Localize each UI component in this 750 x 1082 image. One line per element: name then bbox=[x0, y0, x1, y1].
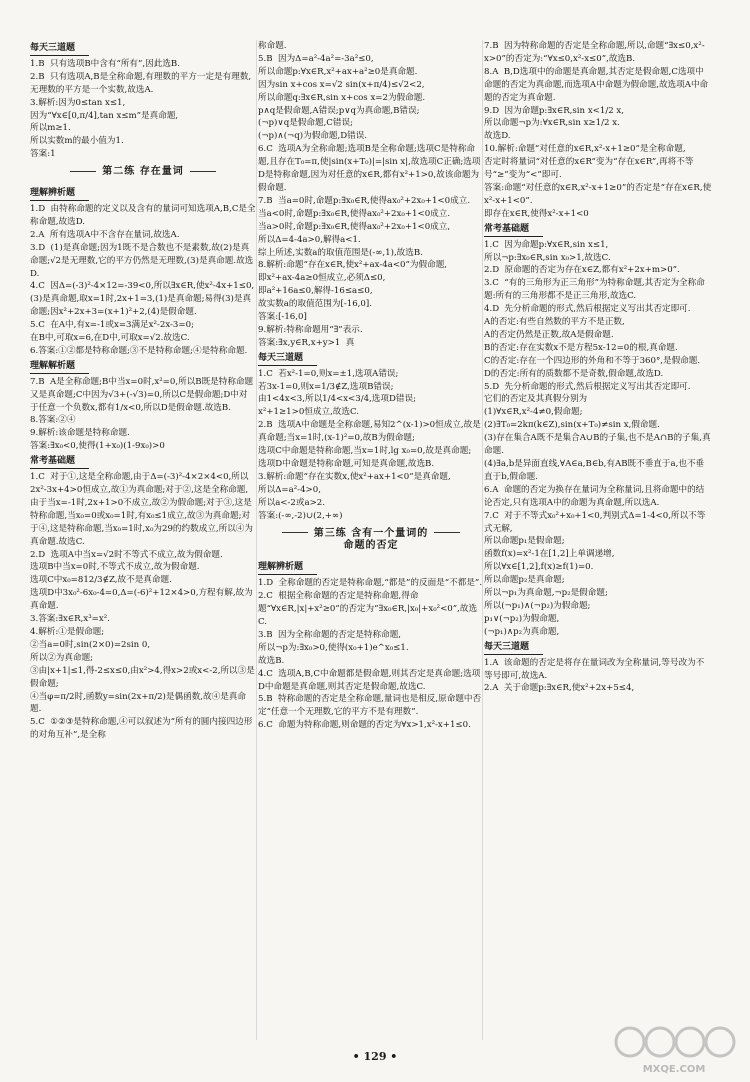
answer-line: 7.B 因为特称命题的否定是全称命题,所以,命题“∃x≤0,x²-x>0”的否定为:“∀x≤0,x²-x≤0”,故选B. bbox=[484, 41, 705, 64]
answer-line: ③由|x+1|≤1,得-2≤x≤0,由x²>4,得x>2或x<-2,所以③是假命题; bbox=[30, 665, 255, 689]
answer-line: 选项B中当x=0时,不等式不成立,故为假命题. bbox=[30, 562, 200, 573]
column-right bbox=[484, 40, 712, 1045]
answer-line: 所以命题p₁是假命题; bbox=[484, 536, 565, 547]
answer-line: 故选D. bbox=[484, 131, 511, 142]
answer-line: 所以实数m的最小值为1. bbox=[30, 136, 124, 147]
answer-line: 所以②为真命题; bbox=[30, 652, 94, 663]
answer-line: 答案:∃x,y∈R,x+y>1 真 bbox=[258, 337, 355, 348]
section-heading: 每天三道题 bbox=[30, 42, 89, 56]
answer-line: x²+1≥1>0恒成立,故选C. bbox=[258, 407, 359, 418]
answer-line: 称命题. bbox=[258, 41, 287, 51]
column-divider bbox=[256, 40, 257, 1040]
answer-line: 5.B 因为Δ=a²-4a²=-3a²≤0, bbox=[258, 53, 374, 64]
answer-list bbox=[30, 376, 256, 453]
answer-line: (1)∀x∈R,x²-4≠0,假命题; bbox=[484, 407, 583, 418]
section-heading: 常考基础题 bbox=[30, 455, 89, 469]
answer-line: A的否定:有些自然数的平方不是正数, bbox=[484, 317, 625, 328]
answer-line: 1.A 该命题的否定是将存在量词改为全称量词,等号改为不等号即可,故选A. bbox=[484, 657, 705, 681]
answer-line: 综上所述,实数a的取值范围是(-∞,1),故选B. bbox=[258, 247, 423, 258]
answer-line: 2.D 原命题的否定为存在x∈Z,都有x²+2x+m>0”. bbox=[484, 265, 680, 276]
answer-line: 4.解析:①是假命题; bbox=[30, 626, 105, 637]
answer-line: p∧q是假命题,A错误;p∨q为真命题,B错误; bbox=[258, 105, 420, 116]
chapter-title-text: 第三练 含有一个量词的 bbox=[313, 527, 429, 539]
answer-line: 所以¬p为:∃x₀>0,使得(x₀+1)e^x₀≤1. bbox=[258, 642, 409, 653]
answer-line: 答案:(-∞,-2)∪(2,+∞) bbox=[258, 510, 343, 521]
answer-line: 即x²+ax-4a≥0恒成立,必须Δ≤0, bbox=[258, 273, 386, 284]
answer-list bbox=[30, 471, 256, 742]
answer-line: 所以Δ=4-4a>0,解得a<1. bbox=[258, 234, 361, 245]
answer-line: (4)∃a,b是异面直线,∀A∈a,B∈b,有AB既不垂直于a,也不垂直于b,假命题. bbox=[484, 459, 705, 482]
answer-line: 9.解析:该命题是特称命题. bbox=[30, 428, 130, 439]
answer-line: 选项C中命题是特称命题,当x=1时,lg x₀=0,故是真命题; bbox=[258, 446, 472, 457]
answer-line: 否定时将量词“对任意的x∈R”变为“存在x∈R”,再将不等号“≥”变为“<”即可. bbox=[484, 157, 694, 181]
answer-line: 即a²+16a≤0,解得-16≤a≤0, bbox=[258, 286, 373, 297]
answer-line: 选项D中3x₀²-6x₀-4=0,Δ=(-6)²+12×4>0,方程有解,故为真命题. bbox=[30, 588, 253, 612]
answer-line: 2.C 根据全称命题的否定是特称命题,得命题“∀x∈R,|x|+x²≥0”的否定为“∃x₀∈R,|x₀|+x₀²<0”,故选C. bbox=[258, 591, 478, 627]
answer-line: (¬p)∨q是假命题,C错误; bbox=[258, 118, 353, 129]
answer-line: 2.A 关于命题p:∃x∈R,使x²+2x+5≤4, bbox=[484, 683, 635, 694]
chapter-title bbox=[258, 528, 484, 554]
section-heading: 理解辨析题 bbox=[30, 187, 89, 201]
answer-line: 7.B A是全称命题;B中当x=0时,x²=0,所以B既是特称命题又是真命题;C中因为√3+(-√3)=0,所以C是假命题;D中对于任意一个负数x,都有1/x<0,所以D是假命题.故选B. bbox=[30, 376, 254, 413]
answer-line: 9.解析:特称命题用“∃”表示. bbox=[258, 324, 363, 335]
answer-line: 5.B 特称命题的否定是全称命题,量词也是相反,原命题中否定“任意一个无理数,它的平方不是有理数”. bbox=[258, 694, 482, 718]
answer-list bbox=[484, 657, 712, 696]
answer-line: 若3x-1=0,则x=1/3∉Z,选项B错误; bbox=[258, 381, 394, 392]
answer-line: 所以命题q:∃x∈R,sin x+cos x=2为假命题. bbox=[258, 92, 426, 103]
answer-line: 5.C 在A中,有x=-1或x=3满足x²-2x-3=0; bbox=[30, 320, 194, 331]
answer-line: 3.C “有的三角形为正三角形”为特称命题,其否定为全称命题:所有的三角形都不是正三角形,故选C. bbox=[484, 278, 705, 302]
answer-line: 10.解析:命题“对任意的x∈R,x²-x+1≥0”是全称命题, bbox=[484, 144, 686, 155]
watermark-ring-icon bbox=[676, 1028, 704, 1056]
answer-list bbox=[484, 239, 712, 639]
answer-line: 所以(¬p₁)∧(¬p₂)为假命题; bbox=[484, 600, 591, 611]
answer-line: 所以a<-2或a>2. bbox=[258, 497, 326, 508]
watermark-text: MXQE.COM bbox=[642, 1064, 706, 1075]
answer-line: 所以命题¬p为:∀x∈R,sin x≥1/2 x. bbox=[484, 118, 620, 129]
watermark-ring-icon bbox=[706, 1028, 734, 1056]
answer-line: 5.C ①②③是特称命题,④可以叙述为“所有的圆内接四边形的对角互补”,是全称 bbox=[30, 717, 253, 741]
answer-line: (¬p₁)∧p₂为真命题, bbox=[484, 626, 560, 637]
section-heading: 常考基础题 bbox=[484, 223, 543, 237]
answer-line: 所以命题p:∀x∈R,x²+ax+a²≥0是真命题. bbox=[258, 66, 418, 77]
answer-line: 6.A 命题的否定为换存在量词为全称量词,且将命题中的结论否定,只有选项A中的命题为真命题,所以选A. bbox=[484, 484, 705, 508]
column-middle bbox=[258, 40, 484, 1045]
answer-line: 2.B 只有选项A,B是全称命题,有理数的平方一定是有理数,无理数的平方是一个实数,故选A. bbox=[30, 71, 252, 95]
answer-line: 答案:1 bbox=[30, 149, 56, 160]
watermark-logo bbox=[610, 1020, 738, 1076]
answer-list bbox=[484, 40, 712, 221]
answer-line: 1.D 全称命题的否定是特称命题,“都是”的反面是“不都是”. bbox=[258, 578, 483, 589]
answer-line: A的否定仍然是正数,故A是假命题. bbox=[484, 329, 614, 340]
answer-list bbox=[30, 203, 256, 358]
answer-line: 所以¬p₁为真命题,¬p₂是假命题; bbox=[484, 588, 608, 599]
answer-line: 1.B 只有选项B中含有“所有”,因此选B. bbox=[30, 58, 180, 69]
answer-line: 8.A B,D选项中的命题是真命题,其否定是假命题,C选项中命题的否定为真命题,而选项A中命题为假命题,故选项A中命题的否定为真命题. bbox=[484, 66, 709, 103]
answer-line: ④当φ=π/2时,函数y=sin(2x+π/2)是偶函数,故④是真命题. bbox=[30, 691, 246, 715]
answer-line: 5.D 先分析命题的形式,然后根据定义写出其否定即可. bbox=[484, 381, 691, 392]
answer-line: 所以∀x∈[1,2],f(x)≥f(1)=0. bbox=[484, 562, 594, 573]
answer-line: 在B中,可取x=6,在D中,可取x=√2.故选C. bbox=[30, 333, 190, 344]
column-left bbox=[30, 40, 256, 1045]
answer-line: 函数f(x)=x²-1在[1,2]上单调递增, bbox=[484, 549, 615, 560]
answer-line: ②当a=0时,sin(2×0)=2sin 0, bbox=[30, 639, 151, 650]
answer-line: C的否定:存在一个四边形的外角和不等于360°,是假命题. bbox=[484, 355, 701, 366]
section-heading: 理解辨析题 bbox=[258, 561, 317, 575]
watermark-ring-icon bbox=[616, 1028, 644, 1056]
answer-list bbox=[258, 40, 484, 350]
section-heading: 理解解析题 bbox=[30, 360, 89, 374]
answer-line: 7.C 对于不等式x₀²+x₀+1<0,判别式Δ=1-4<0,所以不等式无解, bbox=[484, 510, 706, 534]
answer-line: 6.答案:①②都是特称命题;③不是特称命题;④是特称命题. bbox=[30, 345, 248, 356]
answer-line: 选项D中命题是特称命题,可知是真命题,故选B. bbox=[258, 459, 435, 469]
answer-line: 4.C 因Δ=(-3)²-4×12=-39<0,所以∃x∈R,使x²-4x+1≤0,(3)是真命题,取x=1时,2x+1=3,(1)是真命题;易得(3)是真命题;因x²+2x+3=(x+1)²+2,(4)是假命题. bbox=[30, 281, 255, 318]
chapter-title-text: 命题的否定 bbox=[343, 540, 399, 552]
answer-line: 3.解析:命题“存在实数x,使x²+ax+1<0”是真命题, bbox=[258, 471, 451, 482]
chapter-title bbox=[30, 166, 256, 179]
answer-list bbox=[258, 577, 484, 732]
page-number: • 129 • bbox=[352, 1050, 398, 1063]
answer-line: 9.D 因为命题p:∃x∈R,sin x<1/2 x, bbox=[484, 105, 625, 116]
answer-line: 答案:[-16,0] bbox=[258, 312, 307, 323]
answer-line: 3.D (1)是真命题;因为1既不是合数也不是素数,故(2)是真命题;√2是无理数,它的平方仍然是无理数,(3)是真命题.故选D. bbox=[30, 242, 254, 279]
answer-line: 选项C中x₀=812/3∉Z,故不是真命题. bbox=[30, 575, 172, 586]
answer-line: 3.解析:因为0≤tan x≤1, bbox=[30, 97, 126, 108]
answer-line: 它们的否定及其真假分别为 bbox=[484, 394, 588, 405]
answer-line: (3)存在集合A既不是集合A∪B的子集,也不是A∩B的子集,真命题. bbox=[484, 433, 711, 457]
answer-line: 7.B 当a=0时,命题p:∃x₀∈R,使得ax₀²+2x₀+1<0成立. bbox=[258, 195, 471, 206]
answer-line: D的否定:所有的质数都不是奇数,假命题,故选D. bbox=[484, 368, 664, 379]
answer-line: p₁∨(¬p₂)为假命题, bbox=[484, 613, 560, 624]
answer-line: 所以m≥1. bbox=[30, 123, 71, 134]
section-heading: 每天三道题 bbox=[258, 352, 317, 366]
answer-list bbox=[258, 368, 484, 523]
answer-line: 当a<0时,命题p:∃x₀∈R,使得ax₀²+2x₀+1<0成立. bbox=[258, 208, 451, 219]
answer-line: 答案:命题“对任意的x∈R,x²-x+1≥0”的否定是“存在x∈R,使x²-x+1<0”. bbox=[484, 182, 712, 206]
answer-line: 4.D 先分析命题的形式,然后根据定义写出其否定即可. bbox=[484, 304, 691, 315]
answer-line: 所以命题p₂是真命题; bbox=[484, 575, 565, 586]
answer-line: 由1<4x<3,所以1/4<x<3/4,选项D错误; bbox=[258, 394, 416, 405]
answer-line: 6.C 选项A为全称命题;选项B是全称命题;选项C是特称命题,且存在T₀=π,使|sin(x+T₀)|=|sin x|,故选项C正确;选项D是特称命题,因为对任意的x∈R,都有x²+1>0,故该命题为假命题. bbox=[258, 144, 481, 193]
section-heading: 每天三道题 bbox=[484, 641, 543, 655]
answer-line: 1.C 若x²-1=0,则x=±1,选项A错误; bbox=[258, 368, 399, 379]
answer-line: 因为“∀x∈[0,π/4],tan x≤m”是真命题, bbox=[30, 110, 179, 121]
answer-line: 3.B 因为全称命题的否定是特称命题, bbox=[258, 629, 402, 640]
answer-line: 即存在x∈R,使得x²-x+1<0 bbox=[484, 208, 589, 219]
answer-line: 因为sin x+cos x=√2 sin(x+π/4)≤√2<2, bbox=[258, 79, 425, 90]
answer-line: 故选B. bbox=[258, 655, 285, 666]
answer-list bbox=[30, 58, 256, 161]
answer-line: (2)∃T₀=2kπ(k∈Z),sin(x+T₀)≠sin x,假命题. bbox=[484, 420, 660, 431]
answer-line: 故实数a的取值范围为[-16,0]. bbox=[258, 299, 372, 310]
answer-line: 3.答案:∃x∈R,x³=x². bbox=[30, 614, 110, 625]
answer-line: 当a>0时,命题p:∃x₀∈R,使得ax₀²+2x₀+1<0成立, bbox=[258, 221, 451, 232]
answer-line: 1.D 由特称命题的定义以及含有的量词可知选项A,B,C是全称命题,故选D. bbox=[30, 203, 256, 227]
watermark-ring-icon bbox=[646, 1028, 674, 1056]
chapter-title-text: 第二练 存在量词 bbox=[102, 166, 184, 178]
answer-line: 8.解析:命题“存在x∈R,使x²+ax-4a<0”为假命题, bbox=[258, 260, 448, 271]
answer-line: 2.D 选项A中当x=√2时不等式不成立,故为假命题. bbox=[30, 549, 223, 560]
answer-line: B的否定:存在实数x不是方程5x-12=0的根,真命题. bbox=[484, 342, 678, 353]
answer-line: 4.C 选项A,B,C中命题都是假命题,则其否定是真命题;选项D中命题是真命题,则其否定是假命题,故选C. bbox=[258, 668, 481, 692]
answer-line: (¬p)∧(¬q)为假命题,D错误. bbox=[258, 131, 368, 142]
answer-line: 答案:∃x₀<0,使得(1+x₀)(1-9x₀)>0 bbox=[30, 441, 165, 452]
answer-line: 所以¬p:∃x₀∈R,sin x₀>1,故选C. bbox=[484, 252, 611, 263]
answer-line: 6.C 命题为特称命题,则命题的否定为∀x>1,x²-x+1≤0. bbox=[258, 720, 471, 731]
answer-line: 8.答案:②④ bbox=[30, 415, 76, 426]
answer-line: 2.B 选项A中命题是全称命题,易知2^(x-1)>0恒成立,故是真命题;当x=1时,(x-1)²=0,故B为假命题; bbox=[258, 420, 481, 444]
answer-line: 1.C 对于①,这是全称命题,由于Δ=(-3)²-4×2×4<0,所以2x²-3x+4>0恒成立,故①为真命题;对于②,这是全称命题,由于当x=-1时,2x+1>0不成立,故②为假命题;对于③,这是特称命题,当x₀=0或x₀=1时,有x₀≤1成立,故③为真命题;对于④,这是特称命题,当x₀=1时,x₀为29的约数成立,所以④为真命题.故选C. bbox=[30, 472, 253, 547]
answer-line: 1.C 因为命题p:∀x∈R,sin x≤1, bbox=[484, 239, 609, 250]
answer-line: 2.A 所有选项A中不含存在量词,故选A. bbox=[30, 229, 180, 240]
answer-line: 所以Δ=a²-4>0, bbox=[258, 484, 321, 495]
